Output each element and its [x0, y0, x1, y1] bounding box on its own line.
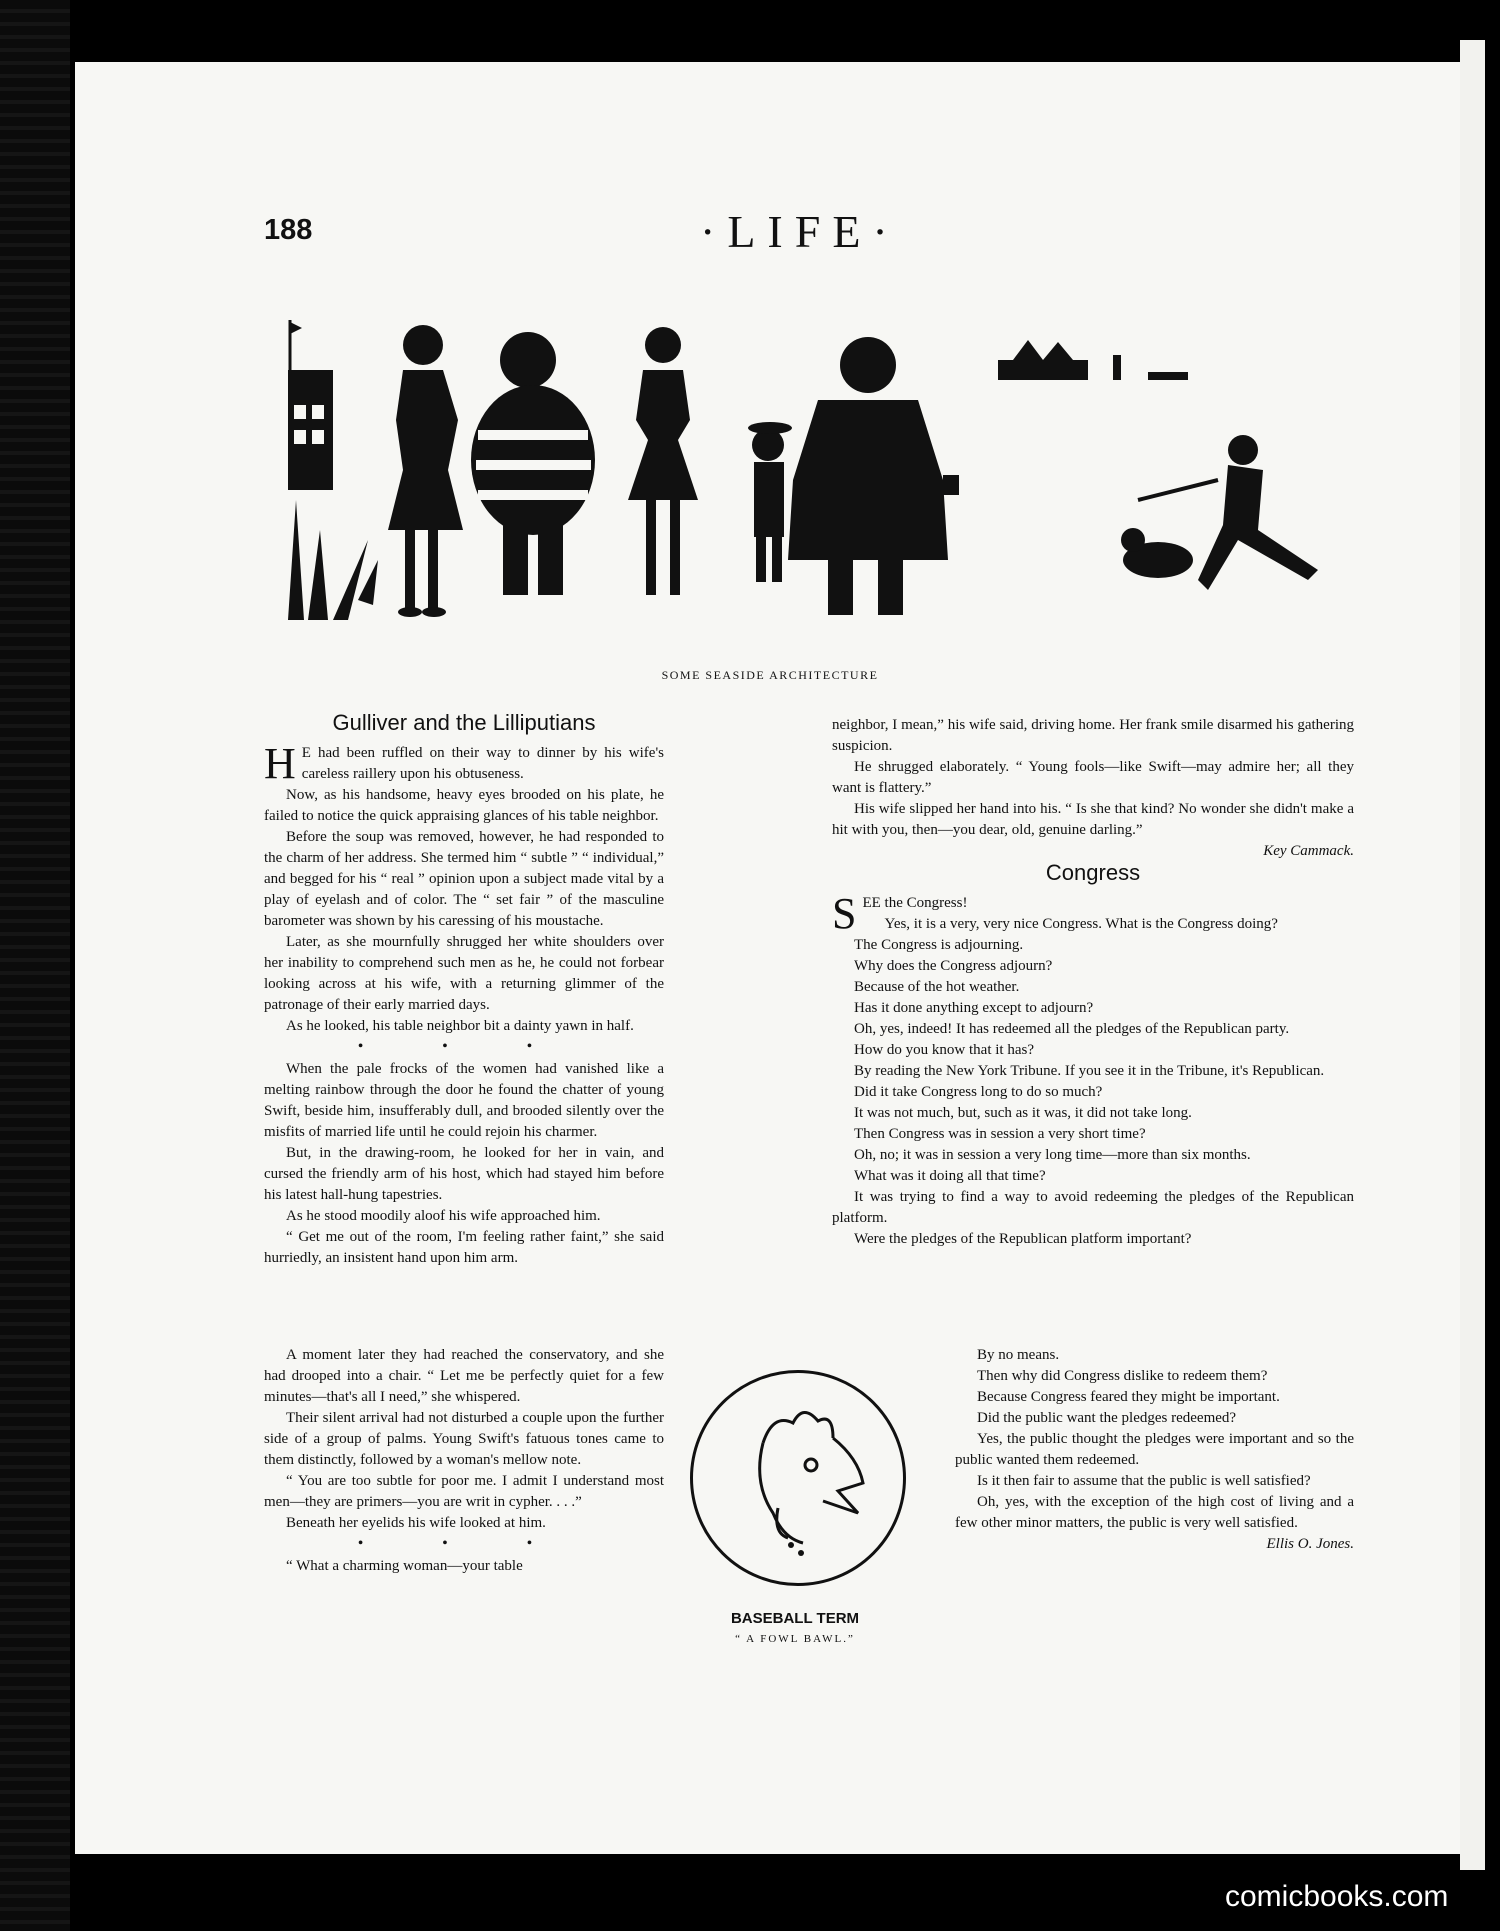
next-page-edge	[1460, 40, 1485, 1870]
gulliver-column-2	[832, 715, 1354, 862]
paragraph: When the pale frocks of the women had vanished like a melting rainbow through the door he found the chatter of young Swift, beside him, insufferably dull, and brooded silently over the misfits of married life until he could rejoin his charmer.	[264, 1061, 664, 1140]
paragraph: “ Get me out of the room, I'm feeling rather faint,” she said hurriedly, an insistent hand upon him arm.	[264, 1229, 664, 1266]
paragraph: Has it done anything except to adjourn?	[854, 1000, 1094, 1016]
watermark: comicbooks.com	[1225, 1880, 1449, 1913]
paragraph: Beneath her eyelids his wife looked at him.	[286, 1515, 546, 1531]
paragraph: It was trying to find a way to avoid redeeming the pledges of the Republican platform.	[832, 1189, 1354, 1226]
paragraph: But, in the drawing-room, he looked for her in vain, and cursed the friendly arm of his host, which had stayed him before his latest hall-hung tapestries.	[264, 1145, 664, 1203]
section-break: • • •	[358, 1536, 570, 1551]
author-signature: Key Cammack.	[1263, 843, 1354, 859]
child-silhouette	[748, 422, 792, 582]
seaside-illustration	[278, 300, 1368, 650]
paragraph: neighbor, I mean,” his wife said, driving home. Her frank smile disarmed his gathering suspicion.	[832, 717, 1354, 754]
illustration-caption: SOME SEASIDE ARCHITECTURE	[661, 668, 879, 682]
paragraph: “ What a charming woman—your table	[286, 1558, 523, 1574]
paragraph: His wife slipped her hand into his. “ Is she that kind? No wonder she didn't make a hit with you, then—you dear, old, genuine darling.”	[832, 801, 1354, 838]
paragraph: The Congress is adjourning.	[854, 937, 1024, 953]
scan-edge	[0, 0, 70, 1931]
gulliver-column-1	[264, 712, 664, 1269]
paragraph: Did the public want the pledges redeemed?	[977, 1410, 1237, 1426]
paragraph: Yes, it is a very, very nice Congress. What is the Congress doing?	[884, 916, 1278, 932]
large-woman-silhouette	[788, 337, 959, 615]
seaweed	[288, 500, 378, 620]
paragraph: A moment later they had reached the conservatory, and she had drooped into a chair. “ Let me be perfectly quiet for a few minutes—that's all I need,” she whispered.	[264, 1347, 664, 1405]
paragraph: Now, as his handsome, heavy eyes brooded on his plate, he failed to notice the quick appraising glances of his table neighbor.	[264, 787, 664, 824]
masthead: ·LIFE·	[700, 206, 900, 257]
paragraph: As he looked, his table neighbor bit a dainty yawn in half.	[286, 1018, 634, 1034]
woman-silhouette-2	[628, 327, 698, 595]
paragraph: By no means.	[977, 1347, 1060, 1363]
paragraph: Did it take Congress long to do so much?	[854, 1084, 1103, 1100]
paragraph: Then Congress was in session a very short time?	[854, 1126, 1146, 1142]
paragraph	[264, 739, 664, 788]
paragraph: “ You are too subtle for poor me. I admit I understand most men—they are primers—you are writ in cypher. . . .”	[264, 1473, 664, 1510]
woman-silhouette-1	[388, 325, 463, 617]
paragraph: Why does the Congress adjourn?	[854, 958, 1053, 974]
article-title: Congress	[1045, 860, 1141, 885]
paragraph: Because of the hot weather.	[854, 979, 1020, 995]
paragraph: How do you know that it has?	[854, 1042, 1034, 1058]
paragraph: Later, as she mournfully shrugged her white shoulders over her inability to comprehend such men as he, he could not forbear looking across at his wife, with a returning glimmer of the patronage of their early married days.	[264, 934, 664, 1013]
paragraph: Were the pledges of the Republican platform important?	[854, 1231, 1192, 1247]
article-title: Gulliver and the Lilliputians	[332, 710, 596, 735]
paragraph: Then why did Congress dislike to redeem them?	[977, 1368, 1268, 1384]
fat-man-silhouette	[471, 332, 595, 595]
paragraph: As he stood moodily aloof his wife approached him.	[286, 1208, 601, 1224]
rooster-cartoon	[690, 1370, 906, 1586]
paragraph: He shrugged elaborately. “ Young fools—like Swift—may admire her; all they want is flattery.”	[832, 759, 1354, 796]
section-break: • • •	[358, 1039, 570, 1054]
dog-silhouette	[1121, 528, 1193, 578]
gulliver-column-1-lower	[264, 1345, 664, 1577]
paragraph: What was it doing all that time?	[854, 1168, 1046, 1184]
drop-cap: S	[832, 889, 857, 938]
paragraph-text: E had been ruffled on their way to dinner by his wife's careless raillery upon his obtuseness.	[301, 745, 664, 782]
paragraph: Is it then fair to assume that the public is well satisfied?	[977, 1473, 1311, 1489]
paragraph: Before the soup was removed, however, he had responded to the charm of her address. She termed him “ subtle ” “ individual,” and begged for his “ real ” opinion upon a subject made vital by a play of eyelash and of color. The “ set fair ” of the masculine barometer was shown by his caressing of his moustache.	[264, 829, 664, 929]
page-number: 188	[264, 214, 313, 246]
paragraph: By reading the New York Tribune. If you see it in the Tribune, it's Republican.	[854, 1063, 1325, 1079]
paragraph: Oh, yes, with the exception of the high cost of living and a few other minor matters, the public is very well satisfied.	[955, 1494, 1354, 1531]
paragraph: Because Congress feared they might be important.	[977, 1389, 1280, 1405]
congress-article-lower	[955, 1345, 1354, 1555]
paragraph: It was not much, but, such as it was, it did not take long.	[854, 1105, 1192, 1121]
paragraph: Yes, the public thought the pledges were important and so the public wanted them redeemed.	[955, 1431, 1354, 1468]
cartoon-title: BASEBALL TERM	[730, 1610, 860, 1627]
rooster-head-icon	[693, 1373, 903, 1583]
paragraph-text: EE the Congress!	[862, 895, 968, 911]
congress-article	[832, 862, 1354, 1250]
distant-pavilion	[998, 340, 1188, 380]
paragraph: Oh, no; it was in session a very long time—more than six months.	[854, 1147, 1251, 1163]
drop-cap: H	[264, 739, 296, 788]
paragraph: Their silent arrival had not disturbed a couple upon the further side of a group of palms. Young Swift's fatuous tones came to them distinctly, followed by a woman's mellow note.	[264, 1410, 664, 1468]
author-signature: Ellis O. Jones.	[1266, 1536, 1354, 1552]
paragraph: Oh, yes, indeed! It has redeemed all the pledges of the Republican party.	[854, 1021, 1290, 1037]
cartoon-subtitle: “ A FOWL BAWL.”	[735, 1633, 855, 1645]
